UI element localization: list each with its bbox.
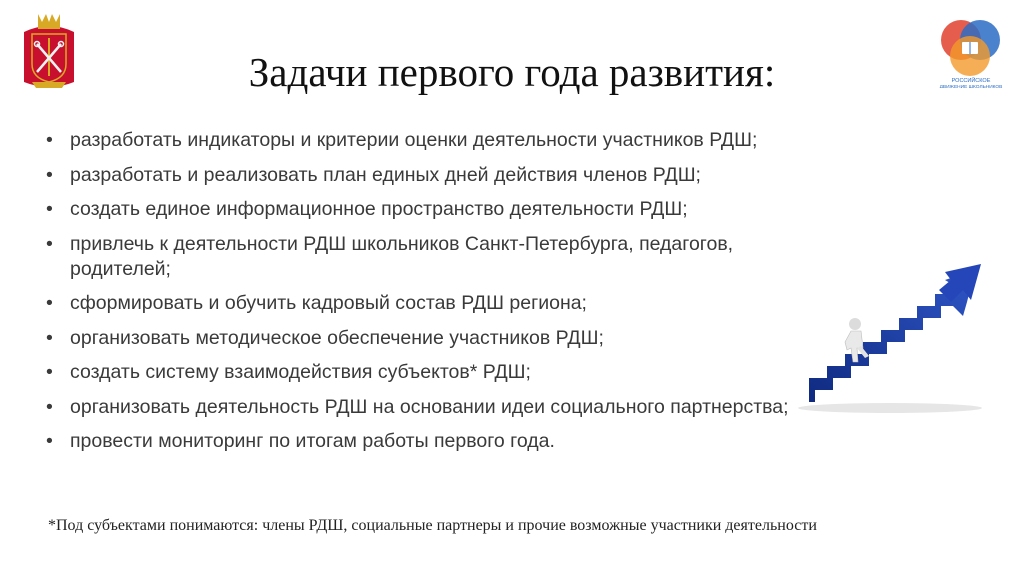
slide-title: Задачи первого года развития: [248,49,776,95]
rdsh-logo-text-line2: ДВИЖЕНИЕ ШКОЛЬНИКОВ [939,85,1003,88]
task-text: разработать индикаторы и критерии оценки деятельности участников РДШ; [70,129,758,151]
task-list [46,128,866,464]
task-text: создать систему взаимодействия субъектов* РДШ; [70,361,531,383]
bullet: • [46,232,53,255]
bullet: • [46,395,53,418]
task-item [46,163,866,188]
task-item [46,429,866,454]
task-item [46,395,866,420]
task-text: привлечь к деятельности РДШ школьников Санкт-Петербурга, педагогов, родителей; [70,232,734,280]
task-item [46,360,866,385]
stairs-arrow-icon [795,262,985,414]
task-text: разработать и реализовать план единых дней действия членов РДШ; [70,163,701,186]
bullet: • [46,163,53,186]
task-text: организовать методическое обеспечение участников РДШ; [70,326,604,349]
task-item [46,326,866,351]
task-text: создать единое информационное пространство деятельности РДШ; [70,198,688,220]
footnote: *Под субъектами понимаются: члены РДШ, социальные партнеры и прочие возможные участники деятельности [48,517,817,534]
bullet: • [46,430,53,452]
bullet: • [46,292,53,314]
task-item [46,291,866,316]
bullet: • [46,129,53,151]
task-item [46,128,866,153]
task-item [46,197,866,222]
bullet: • [46,198,53,220]
task-text: организовать деятельность РДШ на основании идеи социального партнерства; [70,395,789,418]
task-text: сформировать и обучить кадровый состав РДШ региона; [70,292,587,314]
task-text: провести мониторинг по итогам работы первого года. [70,430,555,452]
bullet: • [46,361,53,383]
rdsh-logo-text-line1: РОССИЙСКОЕ [951,78,991,84]
task-item [46,232,810,282]
bullet: • [46,326,53,349]
